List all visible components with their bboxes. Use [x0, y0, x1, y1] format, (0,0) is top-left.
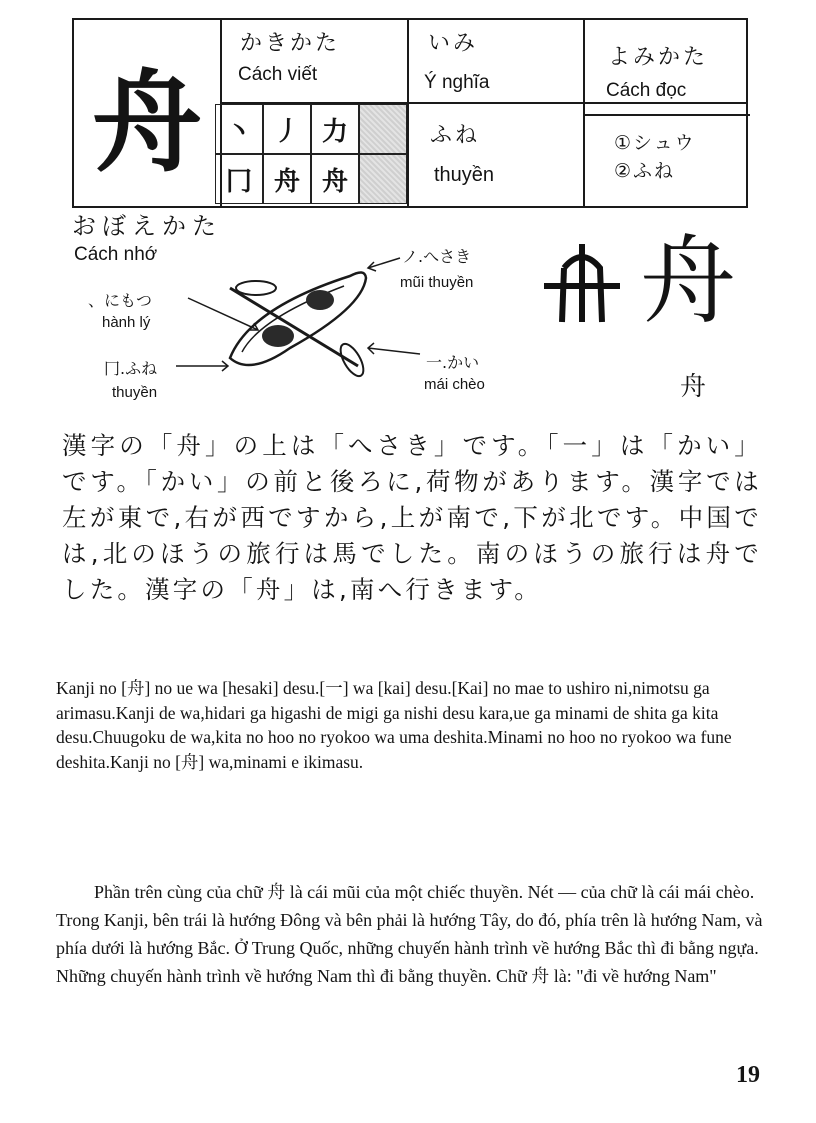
stroke-cell: 力	[311, 104, 359, 154]
meaning-header-jp: いみ	[428, 31, 479, 56]
vietnamese-text	[56, 878, 768, 990]
label-bow-vn: mũi thuyền	[400, 274, 474, 291]
label-boat-vn: thuyền	[112, 384, 158, 401]
label-bow-jp: ノ.へさき	[402, 247, 472, 266]
reading-kunyomi: ②ふね	[614, 160, 676, 182]
arrow-oar	[368, 348, 420, 354]
reading-header-vn: Cách đọc	[606, 80, 687, 101]
label-boat-jp: 冂.ふね	[104, 359, 158, 378]
stroke-cell-empty	[359, 104, 407, 154]
oar-blade-right	[336, 340, 368, 379]
stroke-cell: 舟	[263, 154, 311, 204]
main-kanji: 舟	[74, 20, 222, 208]
writing-header-jp: かきかた	[240, 31, 341, 56]
kanji-info-table	[72, 18, 748, 208]
stroke-cell: 舟	[311, 154, 359, 204]
vietnamese-text-body: Phần trên cùng của chữ 舟 là cái mũi của một chiếc thuyền. Nét — của chữ là cái mái chèo. Trong Kanji, bên trái là hướng Đông và bên phải là hướng Tây, do đó, phía trên là hướng Nam, và phía dưới là hướng Bắc. Ở Trung Quốc, những chuyến hành trình về hướng Bắc thì đi bằng ngựa. Những chuyến hành trình về hướng Nam thì đi bằng thuyền. Chữ 舟 là: "đi về hướng Nam"	[56, 882, 763, 986]
japanese-explanation: 漢字の「舟」の上は「へさき」です。「一」は「かい」です。「かい」の前と後ろに,荷物があります。漢字では左が東で,右が西ですから,上が南で,下が北です。中国では,北のほうの旅行は馬でした。南のほうの旅行は舟でした。漢字の「舟」は,南へ行きます。	[62, 431, 762, 604]
stroke-cell: 丶	[215, 104, 263, 154]
page-number: 19	[736, 1062, 760, 1088]
modern-kanji-drawing: 舟	[640, 225, 736, 337]
reading-onyomi: ①シュウ	[614, 132, 696, 154]
oar-blade-left	[236, 281, 276, 295]
ancient-boat-glyph	[540, 238, 624, 328]
boat-hull	[230, 272, 366, 365]
meaning-vn: thuyền	[434, 164, 495, 186]
stroke-cell: 冂	[215, 154, 263, 204]
reading-header-jp: よみかた	[608, 45, 709, 70]
stroke-cell: 丿	[263, 104, 311, 154]
kanji-caption: 舟	[680, 372, 707, 402]
memo-title-jp: おぼえかた	[72, 212, 222, 240]
luggage-back	[306, 290, 334, 310]
stroke-order-grid	[215, 104, 407, 204]
arrow-luggage	[188, 298, 258, 330]
memo-title-vn: Cách nhớ	[74, 244, 158, 265]
writing-header-vn: Cách viết	[238, 64, 318, 85]
meaning-jp: ふね	[430, 123, 481, 148]
luggage-front	[262, 325, 294, 347]
label-oar-vn: mái chèo	[424, 376, 485, 393]
stroke-cell-empty	[359, 154, 407, 204]
label-luggage-vn: hành lý	[102, 314, 151, 331]
label-luggage-jp: 、にもつ	[88, 291, 153, 310]
label-oar-jp: 一.かい	[426, 353, 480, 372]
romaji-text: Kanji no [舟] no ue wa [hesaki] desu.[一] wa [kai] desu.[Kai] no mae to ushiro ni,nimotsu ga arimasu.Kanji de wa,hidari ga higashi de migi ga nishi desu kara,ue ga minami de shita ga kita desu.Chuugoku de wa,kita no hoo no ryokoo wa uma deshita.Minami no hoo no ryokoo wa fune deshita.Kanji no [舟] wa,minami e ikimasu.	[56, 678, 732, 772]
meaning-header-vn: Ý nghĩa	[424, 72, 490, 93]
